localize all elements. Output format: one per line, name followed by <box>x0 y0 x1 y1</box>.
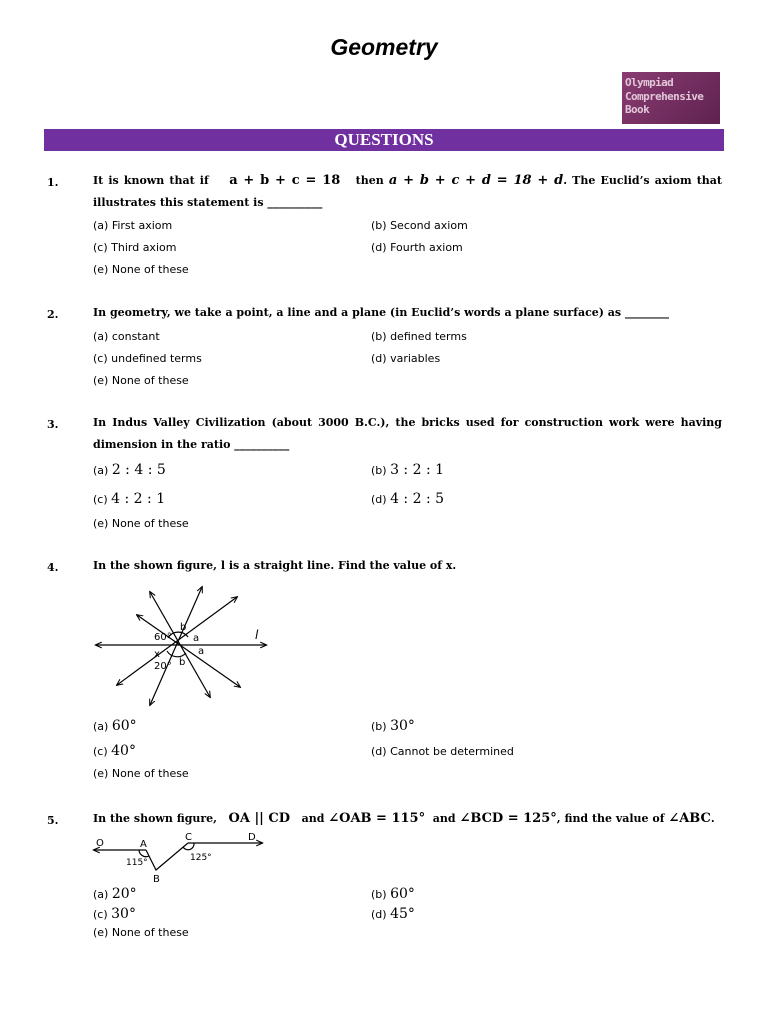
question-stem: In the shown figure, l is a straight line. Find the value of x. <box>93 559 457 572</box>
question-stem: It is known that if a + b + c = 18 then a + b + c + d = 18 + d. The Euclid’s axiom that illustrates this statement is __________ <box>93 173 722 209</box>
logo-text: Olympiad Comprehensive Book <box>625 76 704 116</box>
option-d[interactable]: (d) 4 : 2 : 5 <box>371 491 445 507</box>
option-b[interactable]: (b) Second axiom <box>371 219 468 232</box>
option-d[interactable]: (d) Cannot be determined <box>371 745 514 758</box>
label-C: C <box>185 832 192 843</box>
option-a[interactable]: (a) 2 : 4 : 5 <box>93 462 166 478</box>
question-stem: In geometry, we take a point, a line and a plane (in Euclid’s words a plane surface) as ________ <box>93 306 669 319</box>
label-x: x <box>154 649 160 660</box>
option-a[interactable]: (a) constant <box>93 330 160 343</box>
option-c[interactable]: (c) undefined terms <box>93 352 202 365</box>
option-e[interactable]: (e) None of these <box>93 374 189 387</box>
label-angle-115: 115° <box>126 858 148 868</box>
option-a[interactable]: (a) 20° <box>93 886 137 902</box>
label-O: O <box>96 838 104 849</box>
option-b[interactable]: (b) 3 : 2 : 1 <box>371 462 445 478</box>
label-angle-60: 60° <box>154 632 172 643</box>
label-D: D <box>248 832 256 843</box>
label-line-l: l <box>255 628 259 642</box>
label-A: A <box>140 839 147 850</box>
straight-line-figure <box>92 585 272 710</box>
option-b[interactable]: (b) 30° <box>371 718 415 734</box>
option-d[interactable]: (d) Fourth axiom <box>371 241 463 254</box>
question-number: 2. <box>47 308 59 321</box>
parallel-lines-figure <box>90 830 270 885</box>
option-a[interactable]: (a) 60° <box>93 718 137 734</box>
option-a[interactable]: (a) First axiom <box>93 219 173 232</box>
option-e[interactable]: (e) None of these <box>93 767 189 780</box>
option-d[interactable]: (d) variables <box>371 352 441 365</box>
book-logo <box>622 72 720 124</box>
label-angle-125: 125° <box>190 853 212 863</box>
label-a-right: a <box>198 646 205 657</box>
question-stem: In Indus Valley Civilization (about 3000 B.C.), the bricks used for construction work were having dimension in the ratio __________ <box>93 416 722 451</box>
question-number: 3. <box>47 418 59 431</box>
option-e[interactable]: (e) None of these <box>93 926 189 939</box>
option-c[interactable]: (c) 4 : 2 : 1 <box>93 491 166 507</box>
option-b[interactable]: (b) 60° <box>371 886 415 902</box>
question-stem: In the shown figure, OA || CD and ∠OAB = 115° and ∠BCD = 125°, find the value of ∠ABC. <box>93 811 715 826</box>
option-c[interactable]: (c) 30° <box>93 906 136 922</box>
question-number: 5. <box>47 814 59 827</box>
option-b[interactable]: (b) defined terms <box>371 330 467 343</box>
option-e[interactable]: (e) None of these <box>93 517 189 530</box>
page-title: Geometry <box>330 34 438 60</box>
option-c[interactable]: (c) 40° <box>93 743 136 759</box>
option-c[interactable]: (c) Third axiom <box>93 241 177 254</box>
section-banner: QUESTIONS <box>44 129 724 151</box>
option-e[interactable]: (e) None of these <box>93 263 189 276</box>
question-number: 4. <box>47 561 59 574</box>
label-b-top: b <box>180 622 187 633</box>
label-a-top: a <box>193 633 200 644</box>
question-number: 1. <box>47 176 59 189</box>
label-b-bottom: b <box>179 657 186 668</box>
option-d[interactable]: (d) 45° <box>371 906 415 922</box>
label-B: B <box>153 874 160 885</box>
label-angle-20: 20° <box>154 661 172 672</box>
